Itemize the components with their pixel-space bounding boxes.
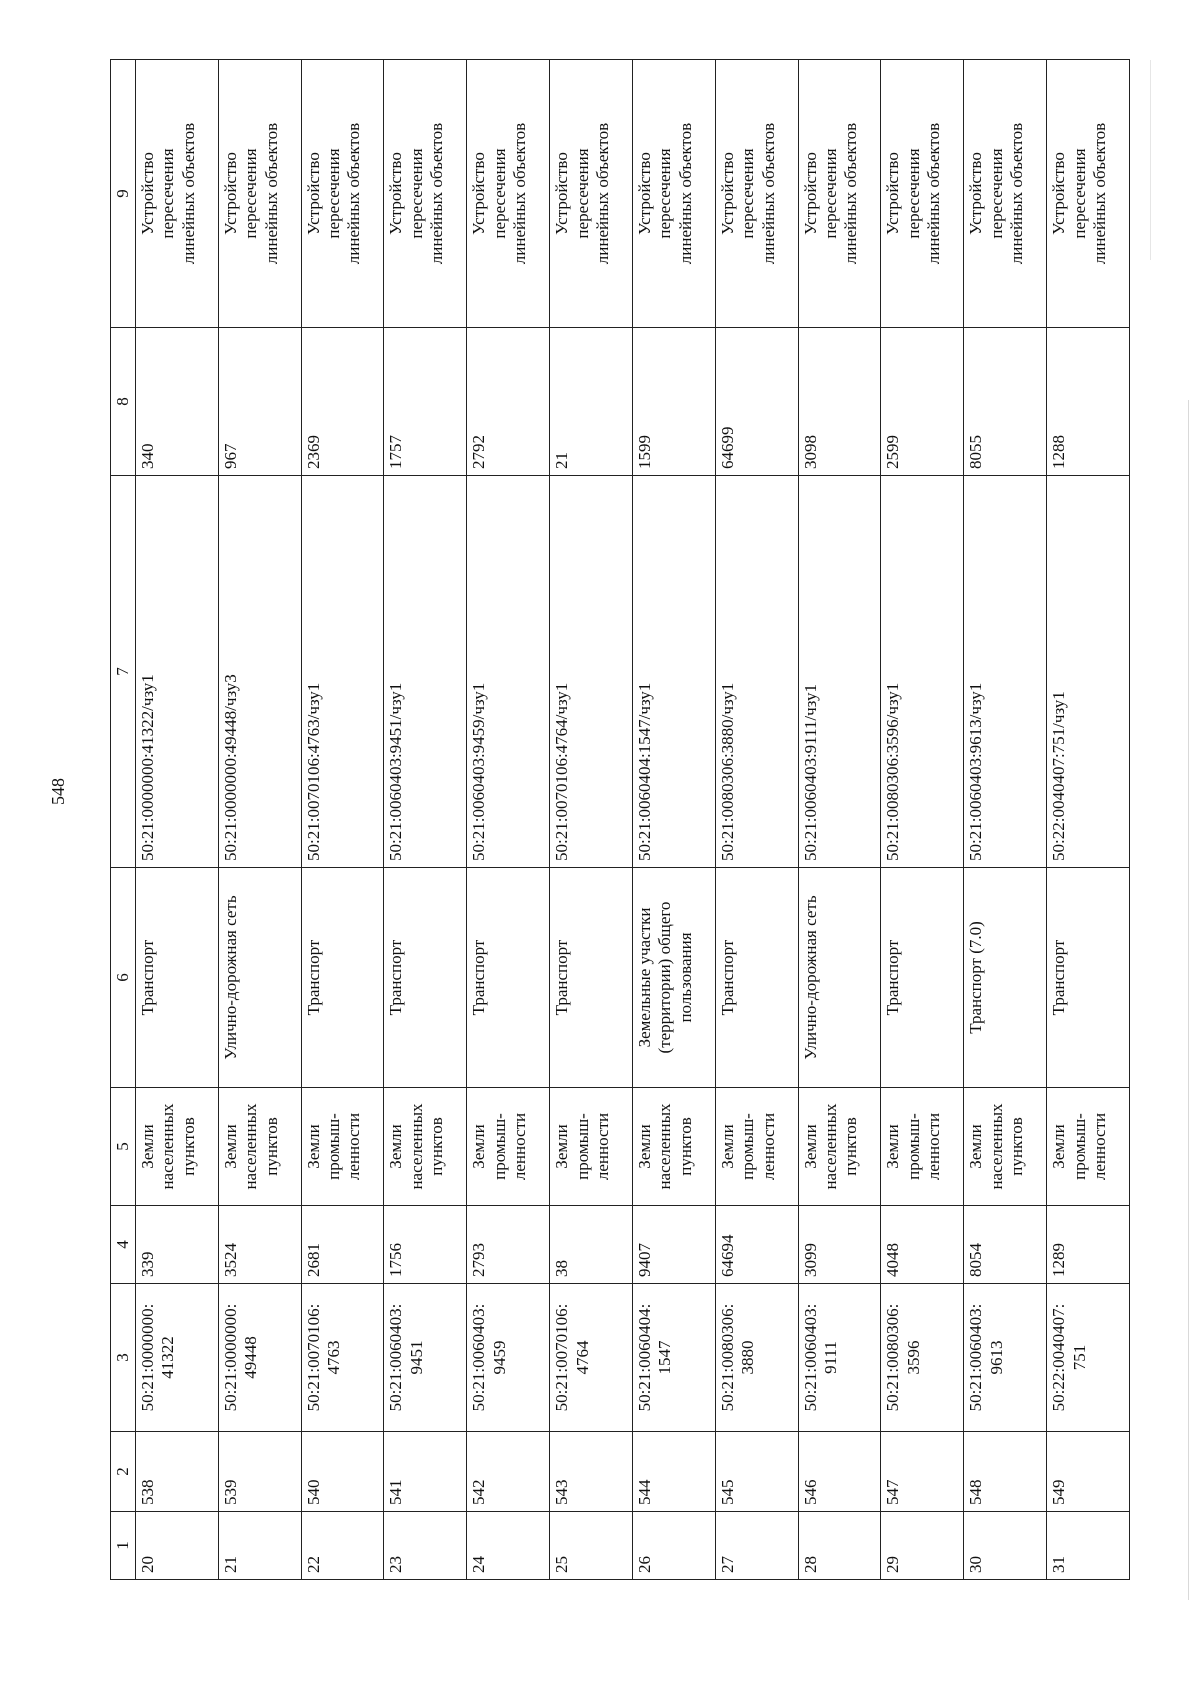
purpose-cell: Устройство пересечения линейных объектов xyxy=(136,60,219,328)
purpose-cell: Устройство пересечения линейных объектов xyxy=(467,60,550,328)
permitted-use-cell: Транспорт xyxy=(881,868,964,1088)
plot-part-number-cell: 50:21:0080306:3880/чзу1 xyxy=(715,476,798,868)
land-category-cell: Земли промыш- ленности xyxy=(467,1088,550,1206)
row-number-cell: 25 xyxy=(550,1512,633,1580)
column-header: 8 xyxy=(111,328,136,476)
plot-number-cell: 539 xyxy=(218,1432,301,1512)
plot-area-cell: 2793 xyxy=(467,1206,550,1284)
land-category-cell: Земли промыш- ленности xyxy=(715,1088,798,1206)
plot-part-number-cell: 50:22:0040407:751/чзу1 xyxy=(1047,476,1130,868)
plot-area-cell: 64694 xyxy=(715,1206,798,1284)
row-number-cell: 26 xyxy=(632,1512,715,1580)
plot-area-cell: 339 xyxy=(136,1206,219,1284)
table-row xyxy=(384,60,467,1580)
plot-number-cell: 538 xyxy=(136,1432,219,1512)
row-number-cell: 24 xyxy=(467,1512,550,1580)
column-header: 5 xyxy=(111,1088,136,1206)
cadastral-number-cell: 50:21:0080306: 3596 xyxy=(881,1284,964,1432)
column-header: 3 xyxy=(111,1284,136,1432)
row-number-cell: 20 xyxy=(136,1512,219,1580)
land-category-cell: Земли промыш- ленности xyxy=(550,1088,633,1206)
part-area-cell: 967 xyxy=(218,328,301,476)
part-area-cell: 64699 xyxy=(715,328,798,476)
page-number: 548 xyxy=(48,778,68,805)
plot-number-cell: 548 xyxy=(964,1432,1047,1512)
plot-number-cell: 543 xyxy=(550,1432,633,1512)
table-row xyxy=(467,60,550,1580)
permitted-use-cell: Транспорт (7.0) xyxy=(964,868,1047,1088)
part-area-cell: 1599 xyxy=(632,328,715,476)
part-area-cell: 21 xyxy=(550,328,633,476)
plot-area-cell: 3524 xyxy=(218,1206,301,1284)
permitted-use-cell: Земельные участки (территории) общего пользования xyxy=(632,868,715,1088)
plot-number-cell: 545 xyxy=(715,1432,798,1512)
cadastral-number-cell: 50:21:0000000: 41322 xyxy=(136,1284,219,1432)
table-row xyxy=(550,60,633,1580)
part-area-cell: 2792 xyxy=(467,328,550,476)
land-category-cell: Земли населенных пунктов xyxy=(964,1088,1047,1206)
row-number-cell: 31 xyxy=(1047,1512,1130,1580)
purpose-cell: Устройство пересечения линейных объектов xyxy=(632,60,715,328)
purpose-cell: Устройство пересечения линейных объектов xyxy=(384,60,467,328)
land-category-cell: Земли промыш- ленности xyxy=(301,1088,384,1206)
land-category-cell: Земли населенных пунктов xyxy=(384,1088,467,1206)
table-body xyxy=(136,60,1130,1580)
part-area-cell: 2369 xyxy=(301,328,384,476)
plot-number-cell: 541 xyxy=(384,1432,467,1512)
permitted-use-cell: Улично-дорожная сеть xyxy=(798,868,881,1088)
cadastral-number-cell: 50:21:0060403: 9451 xyxy=(384,1284,467,1432)
plot-area-cell: 1289 xyxy=(1047,1206,1130,1284)
cadastral-number-cell: 50:21:0000000: 49448 xyxy=(218,1284,301,1432)
land-category-cell: Земли населенных пунктов xyxy=(798,1088,881,1206)
table-row xyxy=(715,60,798,1580)
table-row xyxy=(218,60,301,1580)
permitted-use-cell: Транспорт xyxy=(1047,868,1130,1088)
purpose-cell: Устройство пересечения линейных объектов xyxy=(715,60,798,328)
row-number-cell: 23 xyxy=(384,1512,467,1580)
purpose-cell: Устройство пересечения линейных объектов xyxy=(881,60,964,328)
plot-part-number-cell: 50:21:0060403:9111/чзу1 xyxy=(798,476,881,868)
cadastral-number-cell: 50:21:0080306: 3880 xyxy=(715,1284,798,1432)
cadastral-number-cell: 50:21:0070106: 4763 xyxy=(301,1284,384,1432)
permitted-use-cell: Улично-дорожная сеть xyxy=(218,868,301,1088)
part-area-cell: 2599 xyxy=(881,328,964,476)
permitted-use-cell: Транспорт xyxy=(136,868,219,1088)
plot-area-cell: 38 xyxy=(550,1206,633,1284)
plot-part-number-cell: 50:21:0080306:3596/чзу1 xyxy=(881,476,964,868)
row-number-cell: 29 xyxy=(881,1512,964,1580)
column-header: 2 xyxy=(111,1432,136,1512)
part-area-cell: 340 xyxy=(136,328,219,476)
cadastral-number-cell: 50:21:0060404: 1547 xyxy=(632,1284,715,1432)
plot-part-number-cell: 50:21:0000000:49448/чзу3 xyxy=(218,476,301,868)
column-header: 1 xyxy=(111,1512,136,1580)
plot-area-cell: 1756 xyxy=(384,1206,467,1284)
header-row xyxy=(111,60,136,1580)
plot-part-number-cell: 50:21:0070106:4764/чзу1 xyxy=(550,476,633,868)
table-row xyxy=(136,60,219,1580)
plot-part-number-cell: 50:21:0000000:41322/чзу1 xyxy=(136,476,219,868)
cadastral-number-cell: 50:21:0060403: 9613 xyxy=(964,1284,1047,1432)
permitted-use-cell: Транспорт xyxy=(384,868,467,1088)
permitted-use-cell: Транспорт xyxy=(715,868,798,1088)
plot-area-cell: 8054 xyxy=(964,1206,1047,1284)
purpose-cell: Устройство пересечения линейных объектов xyxy=(964,60,1047,328)
plot-number-cell: 547 xyxy=(881,1432,964,1512)
plot-number-cell: 540 xyxy=(301,1432,384,1512)
land-plots-table xyxy=(110,59,1130,1580)
permitted-use-cell: Транспорт xyxy=(467,868,550,1088)
part-area-cell: 3098 xyxy=(798,328,881,476)
column-header: 6 xyxy=(111,868,136,1088)
scan-edge-line xyxy=(1150,60,1151,260)
cadastral-number-cell: 50:21:0060403: 9111 xyxy=(798,1284,881,1432)
plot-area-cell: 4048 xyxy=(881,1206,964,1284)
land-category-cell: Земли промыш- ленности xyxy=(881,1088,964,1206)
purpose-cell: Устройство пересечения линейных объектов xyxy=(301,60,384,328)
cadastral-number-cell: 50:22:0040407: 751 xyxy=(1047,1284,1130,1432)
land-category-cell: Земли населенных пунктов xyxy=(136,1088,219,1206)
plot-number-cell: 549 xyxy=(1047,1432,1130,1512)
row-number-cell: 27 xyxy=(715,1512,798,1580)
table-row xyxy=(301,60,384,1580)
cadastral-number-cell: 50:21:0070106: 4764 xyxy=(550,1284,633,1432)
row-number-cell: 22 xyxy=(301,1512,384,1580)
plot-part-number-cell: 50:21:0060403:9451/чзу1 xyxy=(384,476,467,868)
part-area-cell: 1757 xyxy=(384,328,467,476)
plot-part-number-cell: 50:21:0060403:9459/чзу1 xyxy=(467,476,550,868)
purpose-cell: Устройство пересечения линейных объектов xyxy=(550,60,633,328)
cadastral-number-cell: 50:21:0060403: 9459 xyxy=(467,1284,550,1432)
land-category-cell: Земли населенных пунктов xyxy=(632,1088,715,1206)
column-header: 4 xyxy=(111,1206,136,1284)
plot-part-number-cell: 50:21:0060404:1547/чзу1 xyxy=(632,476,715,868)
row-number-cell: 28 xyxy=(798,1512,881,1580)
plot-part-number-cell: 50:21:0060403:9613/чзу1 xyxy=(964,476,1047,868)
purpose-cell: Устройство пересечения линейных объектов xyxy=(1047,60,1130,328)
plot-area-cell: 3099 xyxy=(798,1206,881,1284)
table-row xyxy=(1047,60,1130,1580)
rotated-table-container xyxy=(110,60,1130,1580)
scan-edge-line xyxy=(1188,400,1189,1600)
column-header: 9 xyxy=(111,60,136,328)
row-number-cell: 30 xyxy=(964,1512,1047,1580)
purpose-cell: Устройство пересечения линейных объектов xyxy=(218,60,301,328)
plot-number-cell: 544 xyxy=(632,1432,715,1512)
plot-area-cell: 2681 xyxy=(301,1206,384,1284)
table-row xyxy=(632,60,715,1580)
part-area-cell: 8055 xyxy=(964,328,1047,476)
table-row xyxy=(881,60,964,1580)
part-area-cell: 1288 xyxy=(1047,328,1130,476)
permitted-use-cell: Транспорт xyxy=(301,868,384,1088)
purpose-cell: Устройство пересечения линейных объектов xyxy=(798,60,881,328)
table-row xyxy=(964,60,1047,1580)
column-header: 7 xyxy=(111,476,136,868)
plot-part-number-cell: 50:21:0070106:4763/чзу1 xyxy=(301,476,384,868)
plot-number-cell: 542 xyxy=(467,1432,550,1512)
plot-number-cell: 546 xyxy=(798,1432,881,1512)
land-category-cell: Земли промыш- ленности xyxy=(1047,1088,1130,1206)
row-number-cell: 21 xyxy=(218,1512,301,1580)
permitted-use-cell: Транспорт xyxy=(550,868,633,1088)
plot-area-cell: 9407 xyxy=(632,1206,715,1284)
table-row xyxy=(798,60,881,1580)
land-category-cell: Земли населенных пунктов xyxy=(218,1088,301,1206)
